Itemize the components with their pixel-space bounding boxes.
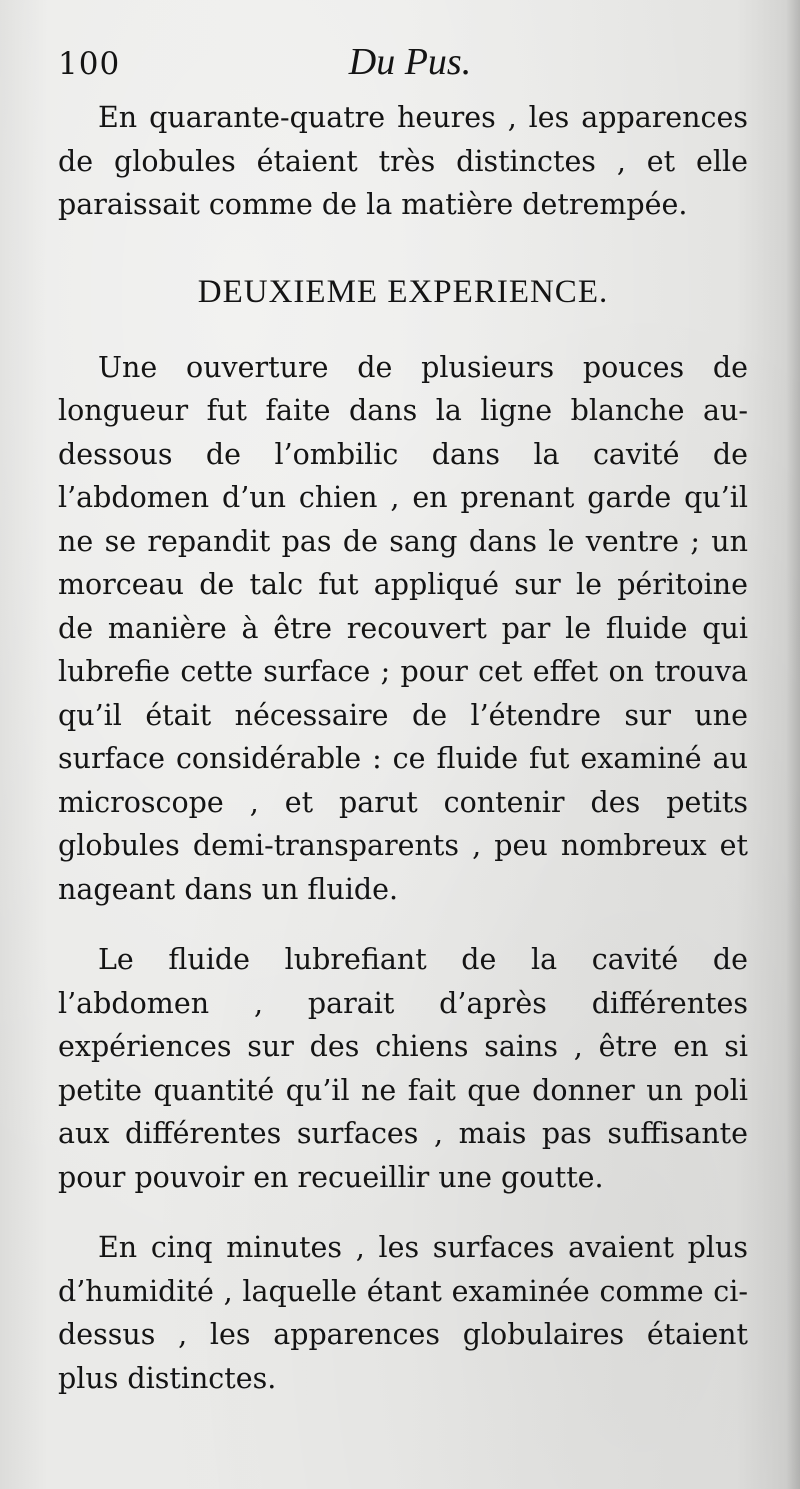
running-head: Du Pus. xyxy=(348,41,472,83)
section-title: DEUXIEME EXPERIENCE. xyxy=(197,273,609,310)
paragraph-continuation: En quarante-quatre heures , les apparences de globules étaient très distinctes , et elle paraissait comme de la matière detrempée. xyxy=(58,101,748,221)
paragraph-five-minutes: En cinq minutes , les surfaces avaient plus d’humidité , laquelle étant examinée comme ci-dessus , les apparences globulaires étaient plus distinctes. xyxy=(58,1231,748,1395)
page-number: 100 xyxy=(58,46,121,82)
paragraph-gap xyxy=(58,911,748,938)
page-edge-shadow xyxy=(786,0,800,1489)
page-header xyxy=(0,40,800,90)
paragraph-experiment: Une ouverture de plusieurs pouces de longueur fut faite dans la ligne blanche au-dessous de l’ombilic dans la cavité de l’abdomen d’un chien , en prenant garde qu’il ne se repandit pas de sang dans le ventre ; un morceau de talc fut appliqué sur le péritoine de manière à être recouvert par le fluide qui lubrefie cette surface ; pour cet effet on trouva qu’il était nécessaire de l’étendre sur une surface considérable : ce fluide fut examiné au microscope , et parut contenir des petits globules demi-transparents , peu nombreux et nageant dans un fluide. xyxy=(58,350,748,906)
paragraph-lubricating-fluid: Le fluide lubrefiant de la cavité de l’abdomen , parait d’après différentes expériences sur des chiens sains , être en si petite quantité qu’il ne fait que donner un poli aux différentes surfaces , mais pas suffisante pour pouvoir en recueillir une goutte. xyxy=(58,943,748,1194)
paragraph-gap xyxy=(58,1199,748,1226)
page-body xyxy=(58,96,748,1400)
